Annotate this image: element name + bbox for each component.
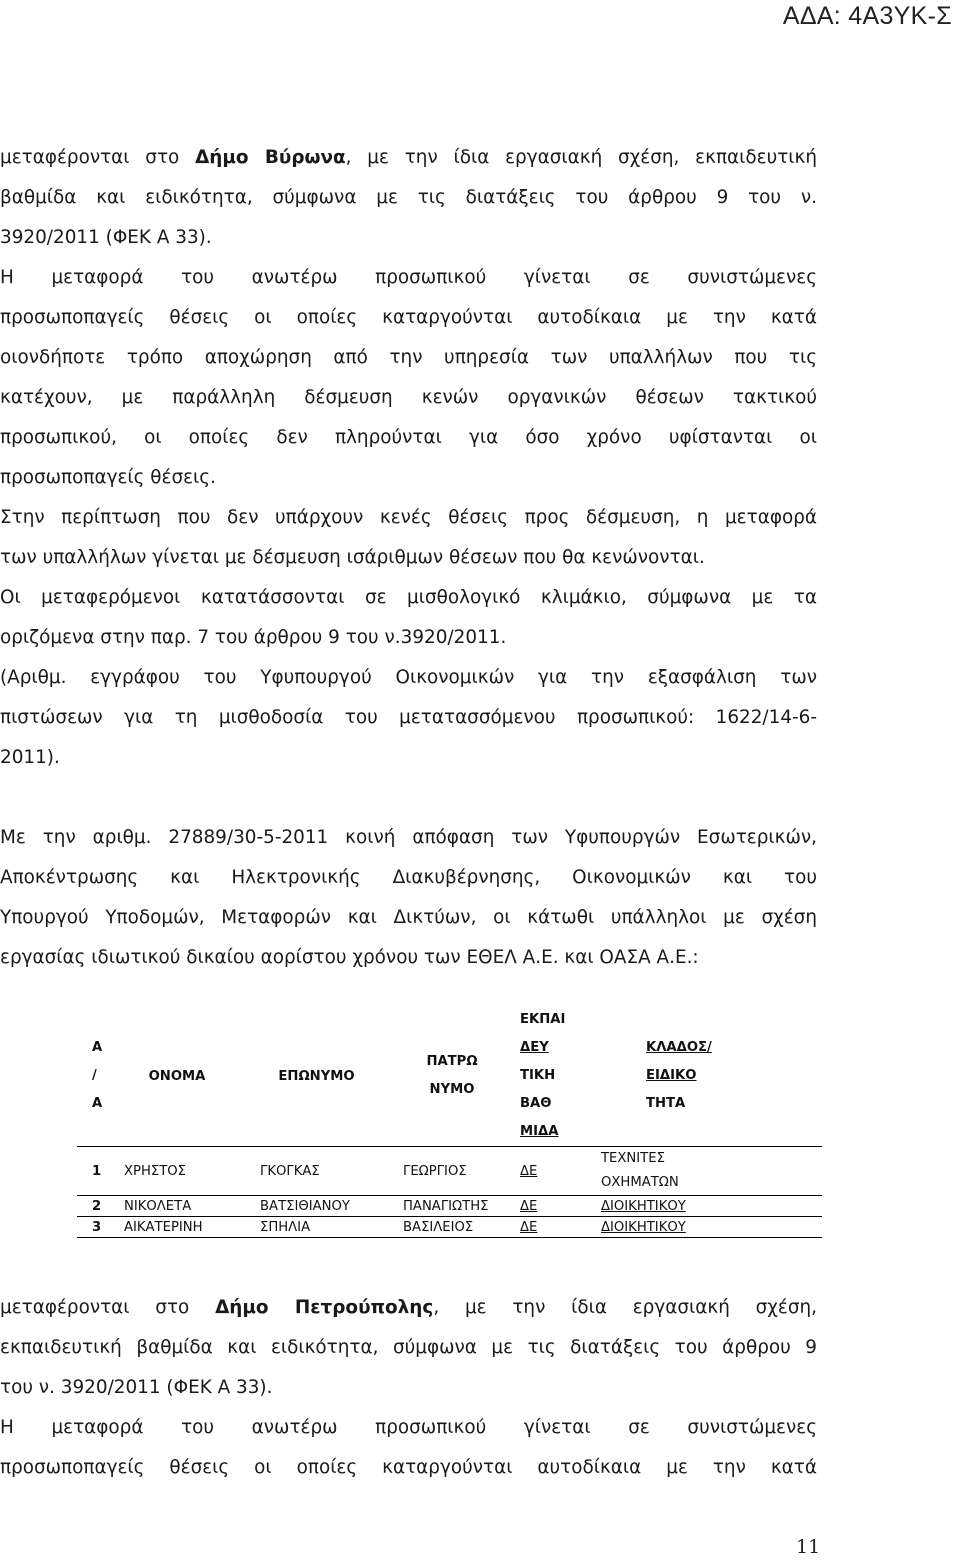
header-vathmida: ΕΚΠΑΙ ΔΕΥ ΤΙΚΗ ΒΑΘ ΜΙΔΑ: [516, 1006, 594, 1147]
para1-line-15: πιστώσεων για τη μισθοδοσία του μετατασσόμενου προσωπικού: 1622/14-6-: [0, 707, 817, 728]
para3-line-4: Η μεταφορά του ανωτέρω προσωπικού γίνεται σε συνιστώμενες: [0, 1417, 817, 1438]
table-header-row: [77, 1006, 822, 1147]
para1-line-1: μεταφέρονται στο Δήμο Βύρωνα, με την ίδια εργασιακή σχέση, εκπαιδευτική: [0, 147, 817, 168]
cell-eponymo: ΓΚΟΓΚΑΣ: [245, 1147, 388, 1196]
municipality-name-petroupoli: Δήμο Πετρούπολης: [215, 1297, 434, 1318]
para1-line-9: προσωποπαγείς θέσεις.: [0, 467, 216, 488]
cell-eponymo: ΣΠΗΛΙΑ: [245, 1217, 388, 1238]
para1-line-5: προσωποπαγείς θέσεις οι οποίες καταργούνται αυτοδίκαια με την κατά: [0, 307, 817, 328]
para1-line-8: προσωπικού, οι οποίες δεν πληρούνται για όσο χρόνο υφίστανται οι: [0, 427, 817, 448]
cell-aa: 3: [77, 1217, 109, 1238]
cell-patronymo: ΓΕΩΡΓΙΟΣ: [388, 1147, 516, 1196]
cell-vathmida: ΔΕ: [516, 1217, 594, 1238]
cell-onoma: ΑΙΚΑΤΕΡΙΝΗ: [109, 1217, 245, 1238]
cell-aa: 1: [77, 1147, 109, 1196]
staff-table: [77, 1006, 822, 1238]
para2-line-3: Υπουργού Υποδομών, Μεταφορών και Δικτύων, οι κάτωθι υπάλληλοι με σχέση: [0, 907, 817, 928]
para3-line-5: προσωποπαγείς θέσεις οι οποίες καταργούνται αυτοδίκαια με την κατά: [0, 1457, 817, 1478]
para1-line-6: οιονδήποτε τρόπο αποχώρηση από την υπηρεσία των υπαλλήλων που τις: [0, 347, 817, 368]
table-row: [77, 1196, 822, 1217]
para1-line-10: Στην περίπτωση που δεν υπάρχουν κενές θέσεις προς δέσμευση, η μεταφορά: [0, 507, 817, 528]
table-row: [77, 1147, 822, 1196]
para1-line-14: (Αριθμ. εγγράφου του Υφυπουργού Οικονομικών για την εξασφάλιση των: [0, 667, 817, 688]
para2-line-2: Αποκέντρωσης και Ηλεκτρονικής Διακυβέρνησης, Οικονομικών και του: [0, 867, 817, 888]
para1-line-3: 3920/2011 (ΦΕΚ Α 33).: [0, 227, 212, 248]
para1-line-11: των υπαλλήλων γίνεται με δέσμευση ισάριθμων θέσεων που θα κενώνονται.: [0, 547, 705, 568]
para3-line-3: του ν. 3920/2011 (ΦΕΚ Α 33).: [0, 1377, 273, 1398]
para3-line-2: εκπαιδευτική βαθμίδα και ειδικότητα, σύμφωνα με τις διατάξεις του άρθρου 9: [0, 1337, 817, 1358]
para1-line-2: βαθμίδα και ειδικότητα, σύμφωνα με τις διατάξεις του άρθρου 9 του ν.: [0, 187, 817, 208]
header-patronymo: ΠΑΤΡΩ ΝΥΜΟ: [388, 1006, 516, 1147]
para1-line-13: οριζόμενα στην παρ. 7 του άρθρου 9 του ν.3920/2011.: [0, 627, 507, 648]
para2-line-4: εργασίας ιδιωτικού δικαίου αορίστου χρόνου των ΕΘΕΛ Α.Ε. και ΟΑΣΑ Α.Ε.:: [0, 947, 699, 968]
municipality-name-vyronas: Δήμο Βύρωνα: [195, 147, 346, 168]
para2-line-1: Με την αριθμ. 27889/30-5-2011 κοινή απόφαση των Υφυπουργών Εσωτερικών,: [0, 827, 817, 848]
cell-aa: 2: [77, 1196, 109, 1217]
cell-klados: ΔΙΟΙΚΗΤΙΚΟΥ: [594, 1217, 822, 1238]
cell-klados: ΤΕΧΝΙΤΕΣ ΟΧΗΜΑΤΩΝ: [594, 1147, 822, 1196]
cell-eponymo: ΒΑΤΣΙΘΙΑΝΟΥ: [245, 1196, 388, 1217]
header-klados: ΚΛΑΔΟΣ/ ΕΙΔΙΚΟ ΤΗΤΑ: [594, 1006, 822, 1147]
para1-line-4: Η μεταφορά του ανωτέρω προσωπικού γίνεται σε συνιστώμενες: [0, 267, 817, 288]
cell-patronymo: ΠΑΝΑΓΙΩΤΗΣ: [388, 1196, 516, 1217]
cell-onoma: ΧΡΗΣΤΟΣ: [109, 1147, 245, 1196]
cell-vathmida: ΔΕ: [516, 1147, 594, 1196]
cell-patronymo: ΒΑΣΙΛΕΙΟΣ: [388, 1217, 516, 1238]
header-eponymo: ΕΠΩΝΥΜΟ: [245, 1006, 388, 1147]
header-aa: Α / Α: [77, 1006, 109, 1147]
para1-line-7: κατέχουν, με παράλληλη δέσμευση κενών οργανικών θέσεων τακτικού: [0, 387, 817, 408]
page-number: 11: [796, 1536, 821, 1558]
header-onoma: ΟΝΟΜΑ: [109, 1006, 245, 1147]
cell-onoma: ΝΙΚΟΛΕΤΑ: [109, 1196, 245, 1217]
table-row: [77, 1217, 822, 1238]
para1-line-16: 2011).: [0, 747, 60, 768]
para1-line-12: Οι μεταφερόμενοι κατατάσσονται σε μισθολογικό κλιμάκιο, σύμφωνα με τα: [0, 587, 817, 608]
para3-line-1: μεταφέρονται στο Δήμο Πετρούπολης, με την ίδια εργασιακή σχέση,: [0, 1297, 818, 1318]
cell-klados: ΔΙΟΙΚΗΤΙΚΟΥ: [594, 1196, 822, 1217]
ada-code: ΑΔΑ: 4Α3ΥΚ-Σ: [782, 2, 952, 30]
cell-vathmida: ΔΕ: [516, 1196, 594, 1217]
